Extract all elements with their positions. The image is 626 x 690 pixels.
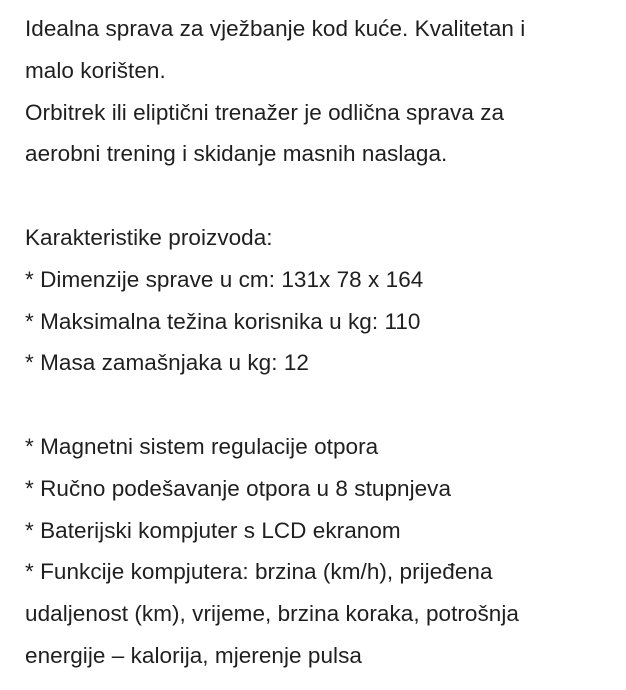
feature-item-continued: energije – kalorija, mjerenje pulsa [25, 642, 362, 668]
spec-item: * Maksimalna težina korisnika u kg: 110 [25, 308, 421, 334]
feature-item: * Ručno podešavanje otpora u 8 stupnjeva [25, 475, 452, 501]
blank-line [25, 384, 615, 426]
spec-item: * Masa zamašnjaka u kg: 12 [25, 350, 309, 376]
spec-item: * Dimenzije sprave u cm: 131x 78 x 164 [25, 266, 424, 292]
description-line: aerobni trening i skidanje masnih naslaga. [25, 141, 448, 167]
description-line: Idealna sprava za vježbanje kod kuće. Kvalitetan i [25, 16, 526, 41]
feature-item: * Baterijski kompjuter s LCD ekranom [25, 517, 401, 543]
listing-description [25, 8, 615, 677]
description-line: Orbitrek ili eliptični trenažer je odlična sprava za [25, 99, 505, 125]
description-line: malo korišten. [25, 57, 166, 83]
feature-item-continued: udaljenost (km), vrijeme, brzina koraka, potrošnja [25, 601, 519, 627]
blank-line [25, 175, 615, 217]
feature-item: * Funkcije kompjutera: brzina (km/h), prijeđena [25, 559, 493, 585]
section-heading: Karakteristike proizvoda: [25, 224, 273, 250]
feature-item: * Magnetni sistem regulacije otpora [25, 433, 379, 459]
